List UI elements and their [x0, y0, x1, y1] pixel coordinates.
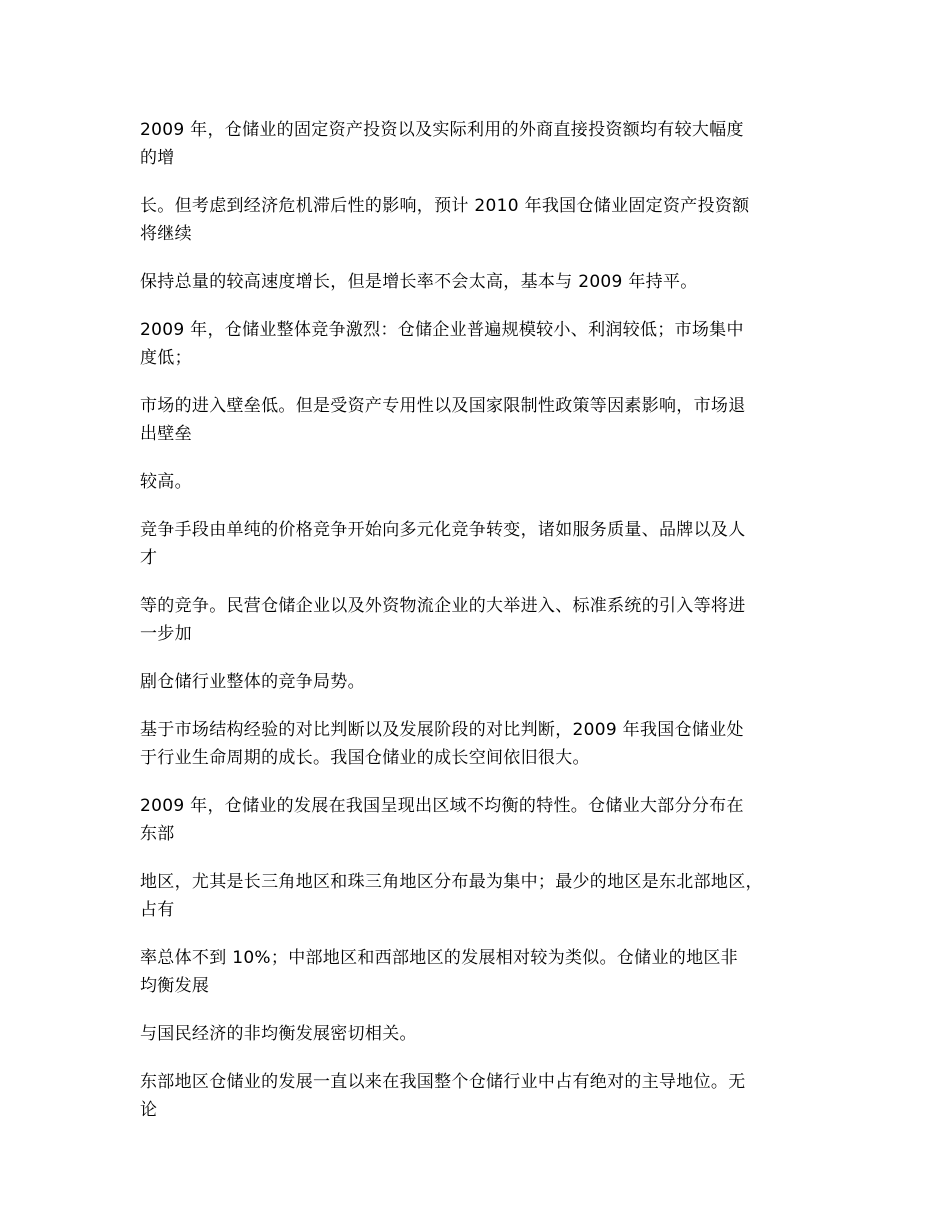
paragraph-line: 东部地区仓储业的发展一直以来在我国整个仓储行业中占有绝对的主导地位。无 [140, 1072, 746, 1092]
paragraph-3 [140, 268, 830, 296]
paragraph-11 [140, 792, 830, 848]
paragraph-1 [140, 116, 830, 172]
paragraph-7 [140, 516, 830, 572]
paragraph-line: 度低； [140, 348, 192, 368]
paragraph-15 [140, 1068, 830, 1124]
paragraph-8 [140, 592, 830, 648]
paragraph-13 [140, 944, 830, 1000]
paragraph-line: 较高。 [140, 472, 192, 492]
paragraph-4 [140, 316, 830, 372]
paragraph-line: 出壁垒 [140, 424, 192, 444]
paragraph-line: 2009 年，仓储业的发展在我国呈现出区域不均衡的特性。仓储业大部分分布在 [140, 796, 744, 816]
paragraph-line: 与国民经济的非均衡发展密切相关。 [140, 1024, 417, 1044]
paragraph-line: 将继续 [140, 224, 192, 244]
paragraph-line: 地区，尤其是长三角地区和珠三角地区分布最为集中；最少的地区是东北部地区， [140, 872, 763, 892]
paragraph-12 [140, 868, 830, 924]
paragraph-line: 一步加 [140, 624, 192, 644]
paragraph-line: 竞争手段由单纯的价格竞争开始向多元化竞争转变，诸如服务质量、品牌以及人 [140, 520, 746, 540]
paragraph-line: 保持总量的较高速度增长，但是增长率不会太高，基本与 2009 年持平。 [140, 272, 698, 292]
paragraph-line: 等的竞争。民营仓储企业以及外资物流企业的大举进入、标准系统的引入等将进 [140, 596, 746, 616]
paragraph-14 [140, 1020, 830, 1048]
paragraph-line: 率总体不到 10%；中部地区和西部地区的发展相对较为类似。仓储业的地区非 [140, 948, 738, 968]
document-body [140, 116, 830, 1144]
paragraph-line: 长。但考虑到经济危机滞后性的影响，预计 2010 年我国仓储业固定资产投资额 [140, 196, 750, 216]
paragraph-line: 市场的进入壁垒低。但是受资产专用性以及国家限制性政策等因素影响，市场退 [140, 396, 746, 416]
paragraph-10 [140, 716, 830, 772]
paragraph-line: 论 [140, 1100, 158, 1120]
paragraph-line: 基于市场结构经验的对比判断以及发展阶段的对比判断，2009 年我国仓储业处 [140, 720, 744, 740]
paragraph-5 [140, 392, 830, 448]
paragraph-line: 均衡发展 [140, 976, 210, 996]
paragraph-2 [140, 192, 830, 248]
paragraph-6 [140, 468, 830, 496]
paragraph-line: 东部 [140, 824, 175, 844]
paragraph-line: 占有 [140, 900, 175, 920]
paragraph-line: 2009 年，仓储业整体竞争激烈：仓储企业普遍规模较小、利润较低；市场集中 [140, 320, 744, 340]
paragraph-line: 2009 年，仓储业的固定资产投资以及实际利用的外商直接投资额均有较大幅度 [140, 120, 744, 140]
paragraph-line: 才 [140, 548, 158, 568]
paragraph-line: 的增 [140, 148, 175, 168]
paragraph-line: 剧仓储行业整体的竞争局势。 [140, 672, 365, 692]
paragraph-line: 于行业生命周期的成长。我国仓储业的成长空间依旧很大。 [140, 748, 590, 768]
paragraph-9 [140, 668, 830, 696]
